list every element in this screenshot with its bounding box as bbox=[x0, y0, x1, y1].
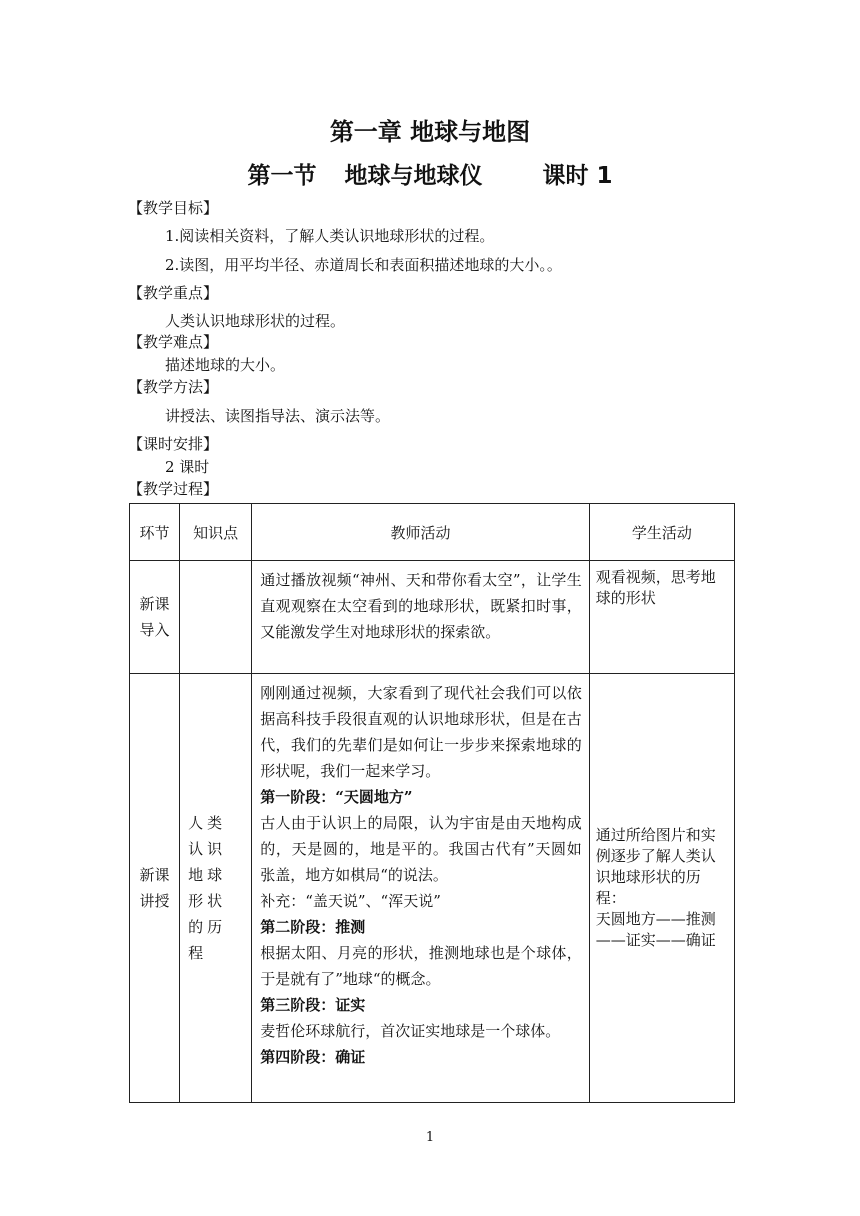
lesson-period: 课时 1 bbox=[542, 163, 613, 189]
objectives-heading: 【教学目标】 bbox=[128, 199, 219, 217]
header-env: 环节 bbox=[130, 504, 180, 561]
row-teacher-teaching bbox=[252, 674, 590, 1103]
row-kp-teaching: 人类认识地球形状的历程 bbox=[180, 674, 252, 1103]
schedule-text: 2 课时 bbox=[165, 458, 210, 476]
header-student-activity: 学生活动 bbox=[589, 504, 734, 561]
section-title bbox=[0, 157, 860, 190]
difficulty-text: 描述地球的大小。 bbox=[165, 356, 286, 374]
objective-2: 2.读图，用平均半径、赤道周长和表面积描述地球的大小。。 bbox=[165, 256, 562, 274]
stage-1-supplement: 补充：“盖天说”、“浑天说” bbox=[260, 892, 441, 910]
process-heading: 【教学过程】 bbox=[128, 480, 219, 498]
lesson-process-table bbox=[129, 503, 735, 1103]
table-row bbox=[130, 674, 735, 1103]
section-number: 第一节 bbox=[247, 163, 317, 189]
method-text: 讲授法、读图指导法、演示法等。 bbox=[165, 407, 391, 425]
teacher-intro-text: 刚刚通过视频，大家看到了现代社会我们可以依据高科技手段很直观的认识地球形状，但是在古代，我们的先辈们是如何让一步步来探索地球的形状呢，我们一起来学习。 bbox=[260, 684, 582, 780]
row-env-teaching: 新课讲授 bbox=[130, 674, 180, 1103]
header-knowledge-point: 知识点 bbox=[180, 504, 252, 561]
schedule-heading: 【课时安排】 bbox=[128, 435, 219, 453]
method-heading: 【教学方法】 bbox=[128, 378, 219, 396]
stage-3-title: 第三阶段：证实 bbox=[260, 996, 366, 1014]
row-student-teaching bbox=[589, 674, 734, 1103]
key-points-heading: 【教学重点】 bbox=[128, 284, 219, 302]
table-header-row bbox=[130, 504, 735, 561]
table-row bbox=[130, 561, 735, 674]
student-activity-chain: 天圆地方——推测——证实——确证 bbox=[595, 910, 716, 949]
stage-2-text: 根据太阳、月亮的形状，推测地球也是个球体，于是就有了”地球“的概念。 bbox=[260, 944, 582, 988]
student-activity-text: 通过所给图片和实例逐步了解人类认识地球形状的历程： bbox=[595, 826, 716, 907]
stage-1-text: 古人由于认识上的局限，认为宇宙是由天地构成的，天是圆的，地是平的。我国古代有”天圆如张盖，地方如棋局“的说法。 bbox=[260, 814, 582, 884]
chapter-title: 第一章 地球与地图 bbox=[329, 118, 531, 146]
page-number: 1 bbox=[425, 1130, 435, 1145]
row-student-intro: 观看视频，思考地球的形状 bbox=[589, 561, 734, 674]
header-teacher-activity: 教师活动 bbox=[252, 504, 590, 561]
stage-2-title: 第二阶段：推测 bbox=[260, 918, 366, 936]
stage-4-title: 第四阶段：确证 bbox=[260, 1048, 366, 1066]
key-points-text: 人类认识地球形状的过程。 bbox=[165, 312, 346, 330]
row-kp-intro bbox=[180, 561, 252, 674]
section-topic: 地球与地球仪 bbox=[344, 163, 483, 189]
stage-1-title: 第一阶段：“天圆地方” bbox=[260, 788, 413, 806]
difficulty-heading: 【教学难点】 bbox=[128, 333, 219, 351]
row-teacher-intro: 通过播放视频“神州、天和带你看太空”，让学生直观观察在太空看到的地球形状，既紧扣时事，又能激发学生对地球形状的探索欲。 bbox=[252, 561, 590, 674]
row-env-intro: 新课导入 bbox=[130, 561, 180, 674]
objective-1: 1.阅读相关资料，了解人类认识地球形状的过程。 bbox=[165, 227, 495, 245]
stage-3-text: 麦哲伦环球航行，首次证实地球是一个球体。 bbox=[260, 1022, 561, 1040]
